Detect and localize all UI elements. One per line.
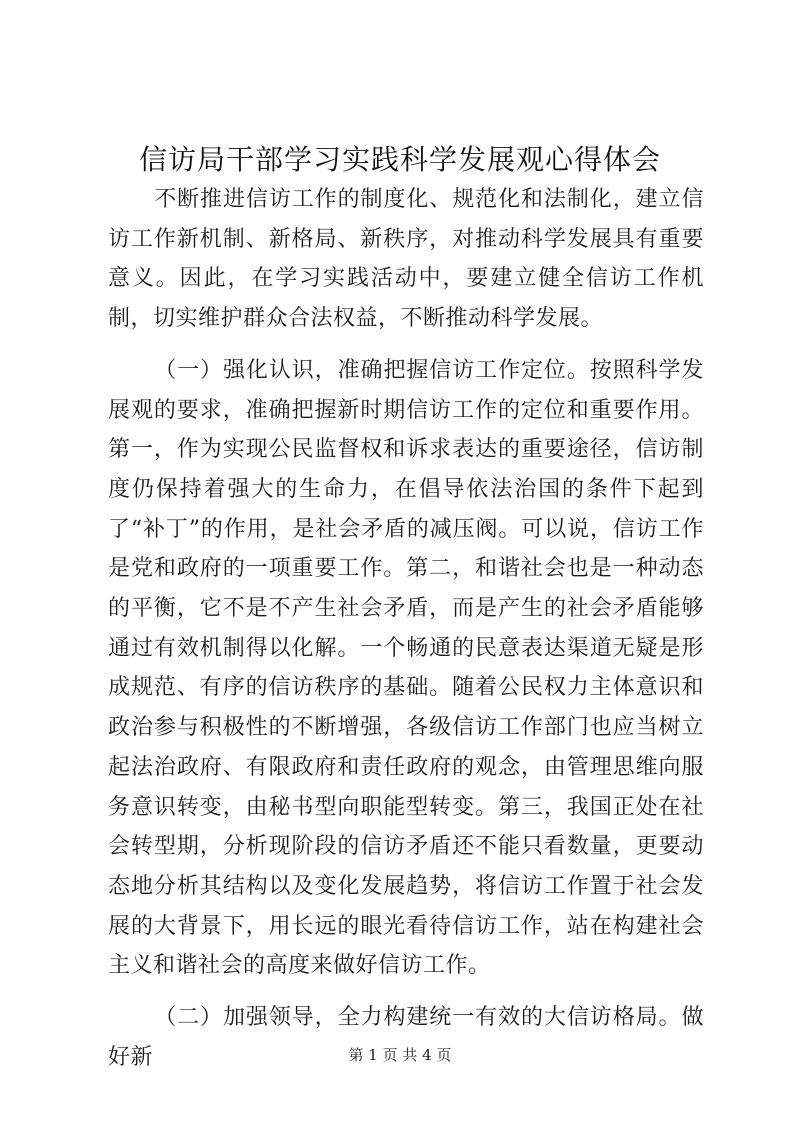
paragraph-section-1: （一）强化认识，准确把握信访工作定位。按照科学发展观的要求，准确把握新时期信访工作的定位和重要作用。第一，作为实现公民监督权和诉求表达的重要途径，信访制度仍保持着强大的生命力，在倡导依法治国的条件下起到了“补丁”的作用，是社会矛盾的减压阀。可以说，信访工作是党和政府的一项重要工作。第二，和谐社会也是一种动态的平衡，它不是不产生社会矛盾，而是产生的社会矛盾能够通过有效机制得以化解。一个畅通的民意表达渠道无疑是形成规范、有序的信访秩序的基础。随着公民权力主体意识和政治参与积极性的不断增强，各级信访工作部门也应当树立起法治政府、有限政府和责任政府的观念，由管理思维向服务意识转变，由秘书型向职能型转变。第三，我国正处在社会转型期，分析现阶段的信访矛盾还不能只看数量，更要动态地分析其结构以及变化发展趋势，将信访工作置于社会发展的大背景下，用长远的眼光看待信访工作，站在构建社会主义和谐社会的高度来做好信访工作。 — [108, 357, 704, 979]
paragraph-section-2: （二）加强领导，全力构建统一有效的大信访格局。做好新 — [108, 1005, 704, 1070]
document-title: 信访局干部学习实践科学发展观心得体会 — [138, 143, 661, 176]
page-number-footer: 第 1 页 共 4 页 — [348, 1046, 452, 1064]
paragraph-intro: 不断推进信访工作的制度化、规范化和法制化，建立信访工作新机制、新格局、新秩序，对推动科学发展具有重要意义。因此，在学习实践活动中，要建立健全信访工作机制，切实维护群众合法权益，不断推动科学发展。 — [108, 187, 704, 332]
document-body — [108, 180, 704, 1089]
